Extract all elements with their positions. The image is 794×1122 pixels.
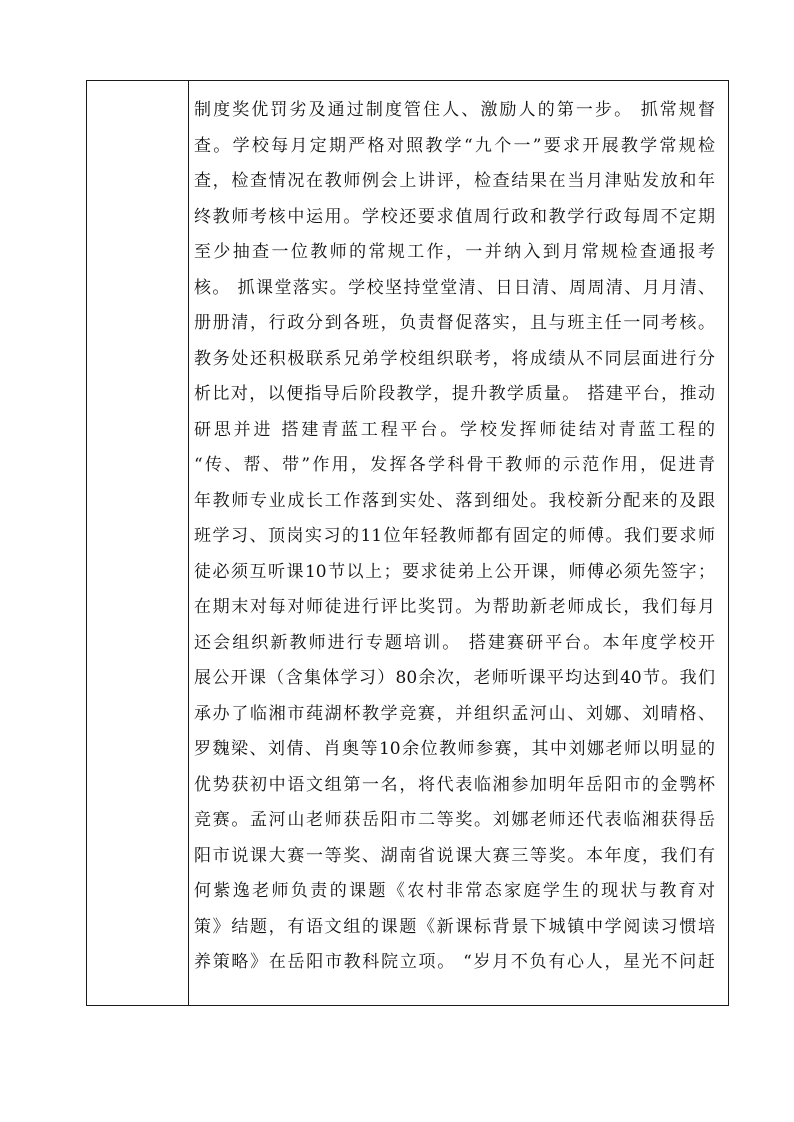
text-line: 展公开课（含集体学习）80余次，老师听课平均达到40节。我们 [194, 668, 715, 688]
text-line: 策》结题，有语文组的课题《新课标背景下城镇中学阅读习惯培 [194, 916, 715, 937]
label-cell [87, 81, 188, 1005]
table-frame [86, 80, 729, 1006]
text-line: 养策略》在岳阳市教科院立项。 “岁月不负有心人，星光不问赶 [194, 952, 715, 972]
text-line: 承办了临湘市莼湖杯教学竞赛，并组织孟河山、刘娜、刘晴格、 [194, 703, 715, 724]
content-cell [194, 93, 715, 981]
text-line: 研思并进 搭建青蓝工程平台。学校发挥师徒结对青蓝工程的 [194, 419, 715, 440]
text-line: 徒必须互听课10节以上；要求徒弟上公开课，师傅必须先签字； [194, 561, 715, 582]
text-line: 查，检查情况在教师例会上讲评，检查结果在当月津贴发放和年 [194, 171, 715, 191]
text-line: 查。学校每月定期严格对照教学“九个一”要求开展教学常规检 [194, 135, 715, 156]
text-line: 罗魏梁、刘倩、肖奥等10余位教师参赛，其中刘娜老师以明显的 [194, 739, 715, 759]
text-line: “传、帮、带”作用，发挥各学科骨干教师的示范作用，促进青 [194, 455, 715, 475]
text-line: 核。 抓课堂落实。学校坚持堂堂清、日日清、周周清、月月清、 [194, 277, 715, 298]
text-line: 还会组织新教师进行专题培训。 搭建赛研平台。本年度学校开 [194, 632, 715, 653]
column-divider [188, 81, 189, 1005]
text-line: 优势获初中语文组第一名，将代表临湘参加明年岳阳市的金鹗杯 [194, 774, 715, 795]
text-line: 教务处还积极联系兄弟学校组织联考，将成绩从不同层面进行分 [194, 348, 715, 369]
text-line: 在期末对每对师徒进行评比奖罚。为帮助新老师成长，我们每月 [194, 597, 715, 617]
text-line: 制度奖优罚劣及通过制度管住人、激励人的第一步。 抓常规督 [194, 100, 715, 120]
text-line: 至少抽查一位教师的常规工作，一并纳入到月常规检查通报考 [194, 242, 715, 262]
text-line: 终教师考核中运用。学校还要求值周行政和教学行政每周不定期 [194, 206, 715, 227]
text-line: 竞赛。孟河山老师获岳阳市二等奖。刘娜老师还代表临湘获得岳 [194, 810, 715, 830]
text-line: 析比对，以便指导后阶段教学，提升教学质量。 搭建平台，推动 [194, 384, 715, 404]
text-line: 阳市说课大赛一等奖、湖南省说课大赛三等奖。本年度，我们有 [194, 845, 715, 866]
text-line: 年教师专业成长工作落到实处、落到细处。我校新分配来的及跟 [194, 490, 715, 511]
text-line: 何紫逸老师负责的课题《农村非常态家庭学生的现状与教育对 [194, 881, 715, 901]
text-line: 册册清，行政分到各班，负责督促落实，且与班主任一同考核。 [194, 313, 715, 333]
text-line: 班学习、顶岗实习的11位年轻教师都有固定的师傅。我们要求师 [194, 526, 715, 546]
